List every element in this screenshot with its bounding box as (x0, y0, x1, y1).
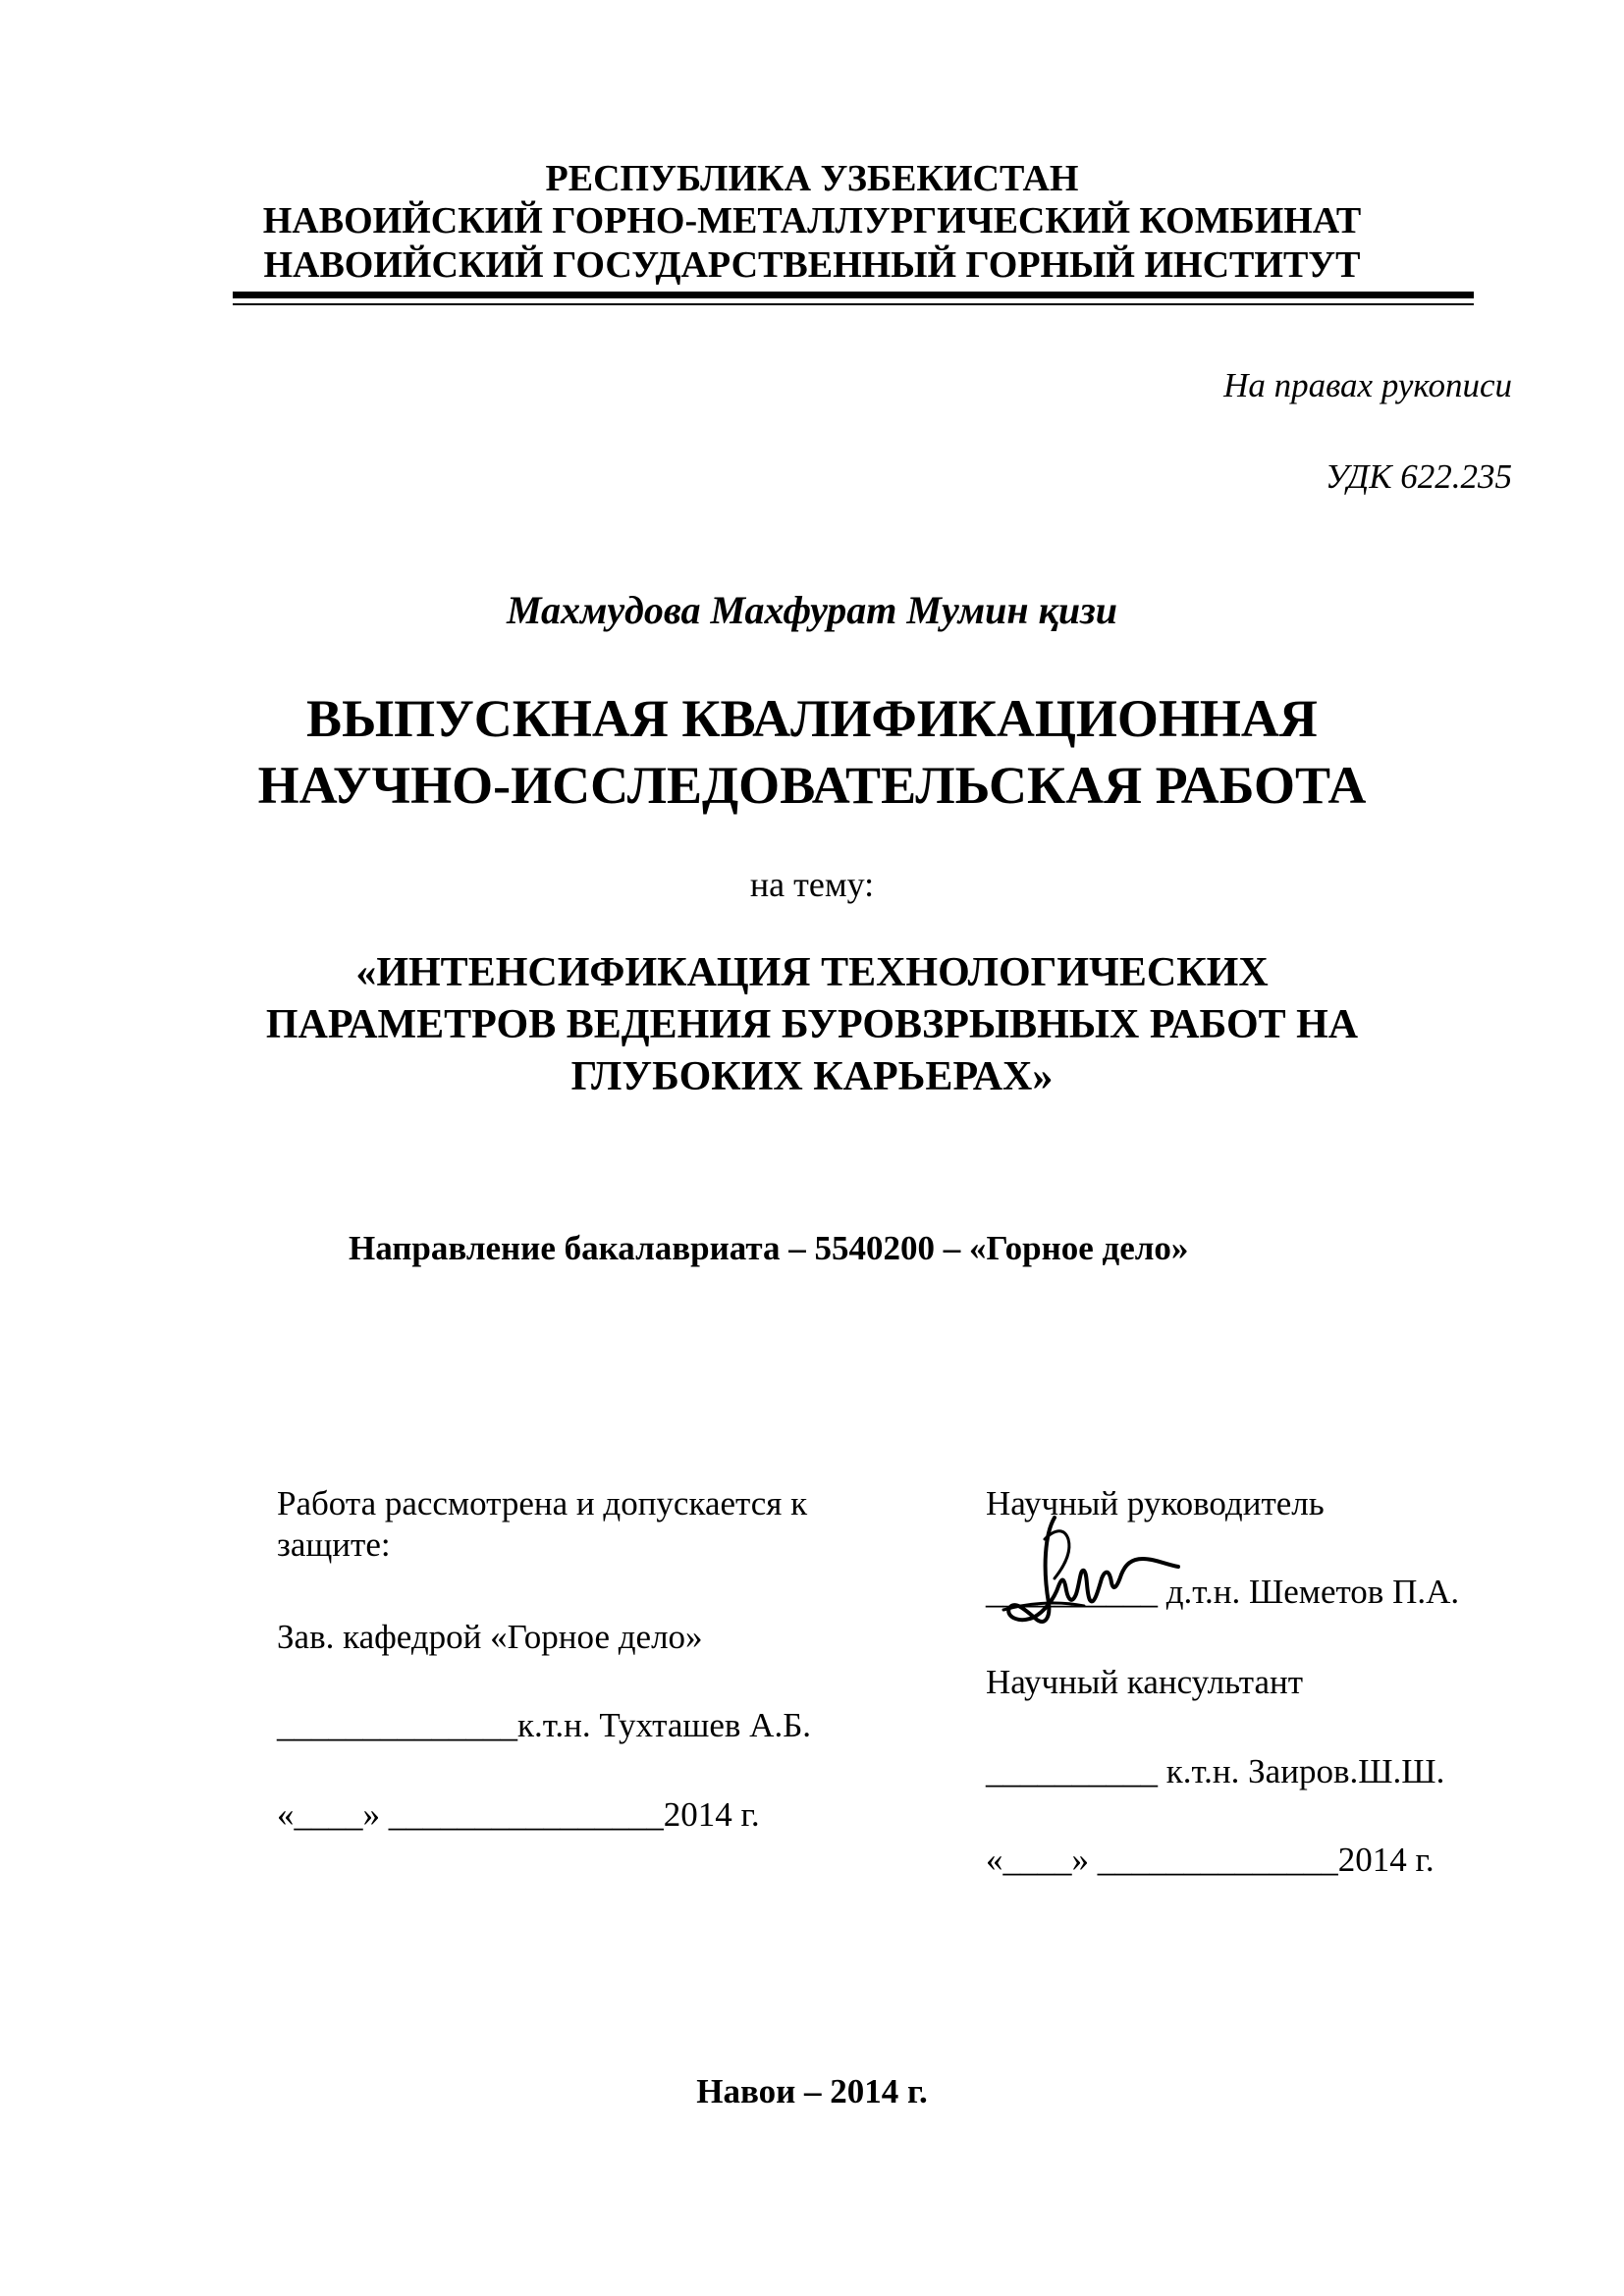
consultant-signature-line: __________ к.т.н. Заиров.Ш.Ш. (986, 1752, 1445, 1790)
author-name: Махмудова Махфурат Мумин қизи (507, 588, 1117, 632)
supervisor-label: Научный руководитель (986, 1484, 1325, 1522)
header-combine: НАВОИЙСКИЙ ГОРНО-МЕТАЛЛУРГИЧЕСКИЙ КОМБИНАТ (262, 200, 1362, 241)
work-title-line2: НАУЧНО-ИССЛЕДОВАТЕЛЬСКАЯ РАБОТА (257, 756, 1367, 815)
admission-note-line2: защите: (277, 1525, 391, 1564)
supervisor-signature-line: __________ д.т.н. Шеметов П.А. (986, 1573, 1460, 1611)
manuscript-note: На правах рукописи (1223, 366, 1512, 404)
admission-note-line1: Работа рассмотрена и допускается к (277, 1484, 808, 1522)
head-of-department-signature: ______________к.т.н. Тухташев А.Б. (277, 1706, 812, 1744)
theme-label: на тему: (749, 865, 875, 904)
study-direction: Направление бакалавриата – 5540200 – «Горное дело» (349, 1229, 1189, 1267)
work-title-line1: ВЫПУСКНАЯ КВАЛИФИКАЦИОННАЯ (306, 689, 1318, 748)
topic-line3: ГЛУБОКИХ КАРЬЕРАХ» (570, 1054, 1054, 1099)
handwritten-signature (986, 1510, 1182, 1632)
header-republic: РЕСПУБЛИКА УЗБЕКИСТАН (545, 158, 1079, 199)
topic-line1: «ИНТЕНСИФИКАЦИЯ ТЕХНОЛОГИЧЕСКИХ (355, 950, 1269, 995)
header-institute: НАВОИЙСКИЙ ГОСУДАРСТВЕННЫЙ ГОРНЫЙ ИНСТИТУТ (263, 244, 1361, 286)
topic-line2: ПАРАМЕТРОВ ВЕДЕНИЯ БУРОВЗРЫВНЫХ РАБОТ НА (265, 1002, 1359, 1047)
left-date-line: «____» ________________2014 г. (277, 1795, 760, 1834)
header-divider-thick (233, 292, 1474, 298)
head-of-department-label: Зав. кафедрой «Горное дело» (277, 1618, 703, 1656)
right-date-line: «____» ______________2014 г. (986, 1841, 1435, 1879)
place-year: Навои – 2014 г. (696, 2072, 928, 2110)
consultant-label: Научный кансультант (986, 1663, 1304, 1701)
header-divider-thin (233, 303, 1474, 305)
udk-code: УДК 622.235 (1325, 457, 1512, 496)
